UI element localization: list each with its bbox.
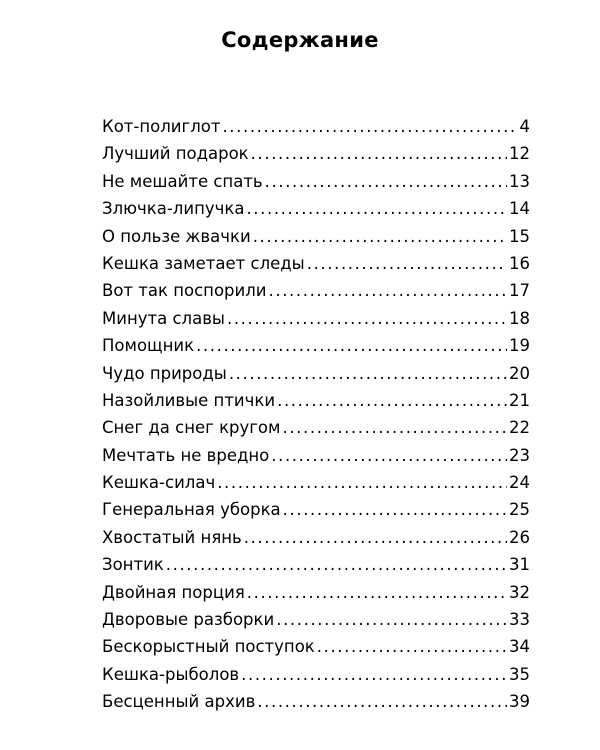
toc-entry-page: 13 — [509, 171, 530, 191]
toc-leader-dots — [222, 113, 517, 140]
toc-entry-title: Помощник — [102, 336, 195, 356]
toc-entry — [102, 223, 530, 250]
toc-entry-title: Чудо природы — [102, 363, 227, 383]
toc-leader-dots — [166, 551, 507, 578]
toc-entry — [102, 661, 530, 688]
toc-leader-dots — [283, 496, 507, 523]
toc-entry-page: 34 — [509, 637, 530, 657]
toc-entry — [102, 168, 530, 195]
toc-leader-dots — [253, 223, 507, 250]
toc-entry-title: Снег да снег кругом — [102, 418, 281, 438]
toc-leader-dots — [241, 661, 507, 688]
toc-entry — [102, 633, 530, 660]
toc-entry-title: Назойливые птички — [102, 390, 276, 410]
toc-entry-title: Минута славы — [102, 308, 225, 328]
toc-entry-page: 17 — [509, 281, 530, 301]
toc-entry-title: Кешка заметает следы — [102, 253, 305, 273]
page-title: Содержание — [221, 28, 379, 52]
toc-entry — [102, 332, 530, 359]
toc-entry-title: Кот-полиглот — [102, 117, 221, 136]
toc-leader-dots — [307, 250, 507, 277]
toc-leader-dots — [277, 387, 507, 414]
toc-entry-title: Лучший подарок — [102, 144, 249, 164]
toc-entry — [102, 195, 530, 222]
toc-entry-page: 4 — [519, 117, 530, 136]
toc-entry — [102, 250, 530, 277]
toc-leader-dots — [227, 305, 507, 332]
toc-entry-title: Дворовые разборки — [102, 610, 275, 630]
toc-entry-page: 12 — [509, 144, 530, 164]
toc-entry — [102, 496, 530, 523]
toc-entry-page: 33 — [509, 610, 530, 630]
toc-entry-page: 25 — [509, 500, 530, 520]
toc-leader-dots — [282, 414, 507, 441]
toc-leader-dots — [317, 633, 507, 660]
toc-leader-dots — [196, 332, 507, 359]
toc-entry-title: О пользе жвачки — [102, 226, 251, 246]
toc-entry — [102, 688, 530, 715]
toc-entry-title: Бескорыстный поступок — [102, 637, 315, 657]
toc-entry-page: 31 — [509, 555, 530, 575]
table-of-contents — [102, 113, 530, 716]
toc-entry — [102, 414, 530, 441]
toc-entry-page: 24 — [509, 473, 530, 493]
toc-leader-dots — [247, 579, 507, 606]
toc-entry-title: Генеральная уборка — [102, 500, 281, 520]
toc-entry — [102, 442, 530, 469]
toc-leader-dots — [265, 168, 507, 195]
toc-entry-title: Не мешайте спать — [102, 171, 263, 191]
toc-leader-dots — [244, 524, 507, 551]
toc-entry — [102, 524, 530, 551]
toc-entry — [102, 140, 530, 167]
toc-entry — [102, 360, 530, 387]
toc-leader-dots — [257, 688, 507, 715]
toc-entry-title: Кешка-силач — [102, 473, 216, 493]
toc-entry-page: 23 — [509, 445, 530, 465]
toc-entry-page: 22 — [509, 418, 530, 438]
toc-entry-page: 39 — [509, 692, 530, 712]
toc-leader-dots — [251, 140, 507, 167]
toc-entry — [102, 579, 530, 606]
toc-entry — [102, 387, 530, 414]
toc-entry-title: Мечтать не вредно — [102, 445, 270, 465]
toc-entry-page: 32 — [509, 582, 530, 602]
toc-entry — [102, 277, 530, 304]
toc-entry-page: 21 — [509, 390, 530, 410]
toc-entry-page: 19 — [509, 336, 530, 356]
toc-leader-dots — [276, 606, 507, 633]
toc-entry-title: Зонтик — [102, 555, 164, 575]
toc-entry-page: 35 — [509, 664, 530, 684]
toc-entry-page: 20 — [509, 363, 530, 383]
toc-entry-title: Бесценный архив — [102, 692, 256, 712]
toc-entry — [102, 305, 530, 332]
toc-leader-dots — [246, 195, 507, 222]
toc-entry-page: 26 — [509, 527, 530, 547]
toc-entry-page: 14 — [509, 199, 530, 219]
toc-entry-page: 15 — [509, 226, 530, 246]
toc-entry-page: 16 — [509, 253, 530, 273]
toc-entry-title: Хвостатый нянь — [102, 527, 242, 547]
toc-leader-dots — [229, 360, 507, 387]
toc-entry — [102, 469, 530, 496]
toc-entry-title: Кешка-рыболов — [102, 664, 240, 684]
toc-leader-dots — [217, 469, 507, 496]
toc-leader-dots — [269, 277, 507, 304]
toc-entry-title: Вот так поспорили — [102, 281, 267, 301]
toc-leader-dots — [271, 442, 507, 469]
toc-entry-title: Злючка-липучка — [102, 199, 245, 219]
toc-entry — [102, 606, 530, 633]
toc-entry — [102, 113, 530, 140]
toc-entry-page: 18 — [509, 308, 530, 328]
toc-entry-title: Двойная порция — [102, 582, 245, 602]
toc-entry — [102, 551, 530, 578]
